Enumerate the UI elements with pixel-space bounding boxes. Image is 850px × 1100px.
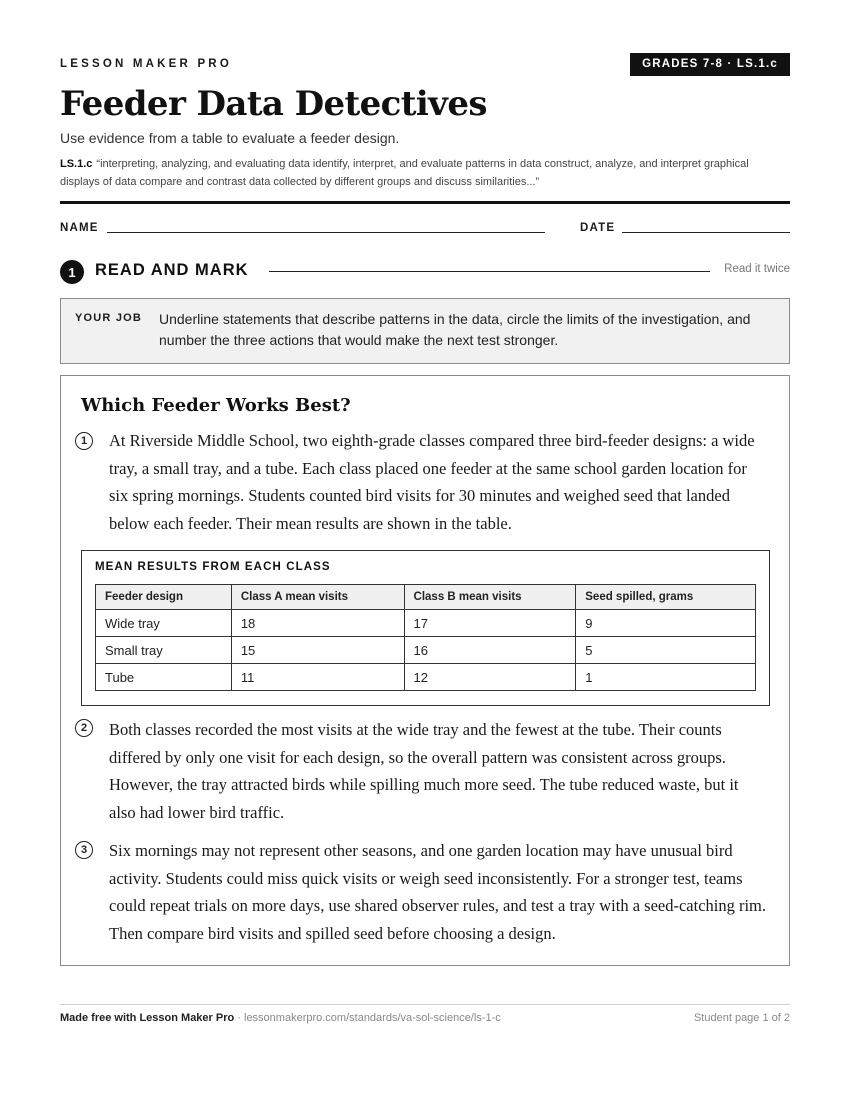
table-cell: 11 bbox=[231, 664, 404, 691]
page-title: Feeder Data Detectives bbox=[60, 84, 487, 124]
paragraph-number-1: 1 bbox=[75, 432, 93, 450]
section-note: Read it twice bbox=[724, 263, 790, 275]
grade-badge: GRADES 7-8 · LS.1.c bbox=[630, 53, 790, 76]
table-cell: 15 bbox=[231, 637, 404, 664]
column-header: Class A mean visits bbox=[231, 585, 404, 610]
standard-code: LS.1.c bbox=[60, 158, 93, 170]
table-cell: Wide tray bbox=[96, 610, 232, 637]
your-job-box bbox=[60, 298, 790, 364]
table-caption: MEAN RESULTS FROM EACH CLASS bbox=[95, 561, 331, 573]
table-cell: 18 bbox=[231, 610, 404, 637]
table-row bbox=[96, 610, 756, 637]
table-cell: 17 bbox=[404, 610, 576, 637]
table-cell: 16 bbox=[404, 637, 576, 664]
standard-text: “interpreting, analyzing, and evaluating data identify, interpret, and evaluate patterns in data construct, analyze, and interpret graphical displays of data compare and contrast data collected by different groups and discuss similarities...” bbox=[60, 158, 749, 188]
column-header: Feeder design bbox=[96, 585, 232, 610]
passage-title: Which Feeder Works Best? bbox=[81, 395, 351, 416]
footer-divider bbox=[60, 1004, 790, 1005]
table-cell: 1 bbox=[576, 664, 756, 691]
date-label: DATE bbox=[580, 222, 616, 234]
paragraph-1[interactable]: At Riverside Middle School, two eighth-grade classes compared three bird-feeder designs: a wide tray, a small tray, and a tube. Each class placed one feeder at the same school garden location for six spring mornings. Students counted bird visits for 30 minutes and weighed seed that landed below each feeder. Their mean results are shown in the table. bbox=[109, 431, 755, 533]
data-table-box bbox=[81, 550, 770, 706]
paragraph-3[interactable]: Six mornings may not represent other seasons, and one garden location may have unusual bird activity. Students could miss quick visits or weigh seed inconsistently. For a stronger test, teams could repeat trials on more days, use shared observer rules, and test a tray with a seed-catching rim. Then compare bird visits and spilled seed before choosing a design. bbox=[109, 841, 767, 943]
table-row bbox=[96, 637, 756, 664]
page-subtitle: Use evidence from a table to evaluate a feeder design. bbox=[60, 130, 400, 146]
column-header: Class B mean visits bbox=[404, 585, 576, 610]
header-divider bbox=[60, 201, 790, 204]
section-title: READ AND MARK bbox=[95, 261, 249, 279]
table-row bbox=[96, 664, 756, 691]
section-divider bbox=[269, 271, 710, 272]
table-cell: Tube bbox=[96, 664, 232, 691]
table-cell: 5 bbox=[576, 637, 756, 664]
your-job-label: YOUR JOB bbox=[75, 312, 143, 324]
name-field[interactable] bbox=[107, 232, 545, 233]
reading-passage-box bbox=[60, 375, 790, 966]
paragraph-number-2: 2 bbox=[75, 719, 93, 737]
date-field[interactable] bbox=[622, 232, 790, 233]
footer-made-with: Made free with Lesson Maker Pro bbox=[60, 1012, 235, 1024]
paragraph-2[interactable]: Both classes recorded the most visits at the wide tray and the fewest at the tube. Their counts differed by only one visit for each design, so the overall pattern was consistent across groups. However, the tray attracted birds while spilling much more seed. The tube reduced waste, but it also had lower bird traffic. bbox=[109, 720, 739, 822]
standard-description bbox=[60, 155, 790, 191]
section-number-badge: 1 bbox=[60, 260, 84, 284]
your-job-instructions: Underline statements that describe patterns in the data, circle the limits of the investigation, and number the three actions that would make the next test stronger. bbox=[159, 311, 751, 348]
mean-results-table bbox=[95, 584, 756, 691]
table-header-row bbox=[96, 585, 756, 610]
footer-url[interactable]: · lessonmakerpro.com/standards/va-sol-science/ls-1-c bbox=[234, 1012, 501, 1024]
column-header: Seed spilled, grams bbox=[576, 585, 756, 610]
table-cell: 9 bbox=[576, 610, 756, 637]
name-label: NAME bbox=[60, 222, 99, 234]
table-cell: Small tray bbox=[96, 637, 232, 664]
paragraph-number-3: 3 bbox=[75, 841, 93, 859]
brand-name: LESSON MAKER PRO bbox=[60, 58, 232, 70]
footer-credit bbox=[60, 1012, 501, 1024]
footer-page-number: Student page 1 of 2 bbox=[693, 1012, 790, 1024]
table-cell: 12 bbox=[404, 664, 576, 691]
